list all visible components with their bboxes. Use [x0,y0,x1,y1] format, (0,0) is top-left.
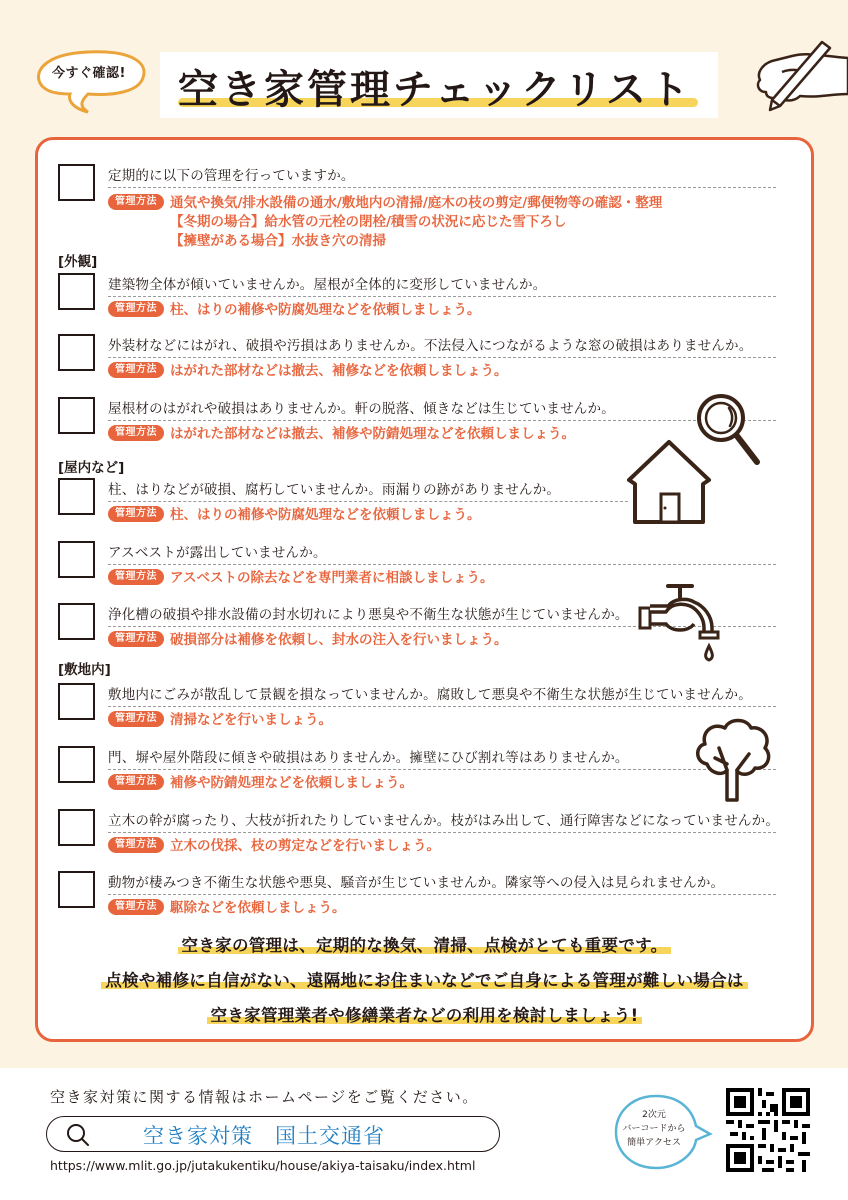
question-text: 外装材などにはがれ、破損や汚損はありませんか。不法侵入につながるような窓の破損はありませんか。 [108,338,753,354]
question-text: 定期的に以下の管理を行っていますか。 [108,168,355,184]
summary-line: 空き家の管理は、定期的な換気、清掃、点検がとても重要です。 [178,932,672,956]
search-icon [65,1122,91,1148]
speech-bubble-icon [28,48,150,114]
question-text: 立木の幹が腐ったり、大枝が折れたりしていませんか。枝がはみ出して、通行障害などになっていませんか。 [108,813,780,829]
checkbox[interactable] [58,683,95,720]
search-bar[interactable] [46,1116,500,1152]
qr-bubble-text [612,1108,696,1150]
checklist-card [35,137,814,1042]
method-badge: 管理方法 [108,362,164,378]
dashed-divider [108,894,776,895]
question-text: 建築物全体が傾いていませんか。屋根が全体的に変形していませんか。 [108,277,547,293]
dashed-divider [108,501,628,502]
method-badge: 管理方法 [108,425,164,441]
checkbox[interactable] [58,603,95,640]
checkbox[interactable] [58,541,95,578]
checkbox[interactable] [58,164,95,201]
method-badge: 管理方法 [108,899,164,915]
checkbox[interactable] [58,273,95,310]
checkbox[interactable] [58,334,95,371]
method-row [108,899,346,918]
page-title: 空き家管理チェックリスト [178,67,692,113]
footer [0,1068,848,1200]
method-badge: 管理方法 [108,506,164,522]
method-text: 柱、はりの補修や防腐処理などを依頼しましょう。 [170,302,481,318]
method-badge: 管理方法 [108,194,164,210]
qr-bubble-line: バーコードから [622,1124,686,1134]
checkbox[interactable] [58,478,95,515]
method-text: はがれた部材などは撤去、補修や防錆処理などを依頼しましょう。 [170,426,575,442]
method-row [108,711,332,730]
house-icon [623,436,715,528]
summary-line: 空き家管理業者や修繕業者などの利用を検討しましょう! [207,1002,643,1026]
search-query-text: 空き家対策 国土交通省 [143,1124,385,1148]
dashed-divider [108,420,776,421]
method-badge: 管理方法 [108,631,164,647]
dashed-divider [108,357,776,358]
dashed-divider [108,769,776,770]
method-row [108,301,481,320]
question-text: 屋根材のはがれや破損はありませんか。軒の脱落、傾きなどは生じていませんか。 [108,401,615,417]
dashed-divider [108,187,776,188]
dashed-divider [108,706,776,707]
method-text: はがれた部材などは撤去、補修などを依頼しましょう。 [170,363,508,379]
method-text: 破損部分は補修を依頼し、封水の注入を行いましょう。 [170,632,508,648]
method-row [108,194,662,251]
qr-bubble-line: 簡単アクセス [627,1138,681,1148]
question-text: アスベストが露出していませんか。 [108,545,327,561]
method-badge: 管理方法 [108,301,164,317]
checkbox[interactable] [58,397,95,434]
summary-block [38,932,811,1037]
hand-writing-icon [730,36,848,116]
method-text: 清掃などを行いましょう。 [170,712,332,728]
title-box [160,52,718,118]
method-row [108,837,440,856]
method-row [108,774,413,793]
method-text: 柱、はりの補修や防腐処理などを依頼しましょう。 [170,507,481,523]
speech-bubble [28,48,150,114]
section-label-exterior: [外観] [58,254,98,270]
method-row [108,631,508,650]
tree-icon [693,716,773,802]
method-text: 立木の伐採、枝の剪定などを行いましょう。 [170,838,440,854]
question-text: 門、塀や屋外階段に傾きや破損はありませんか。擁壁にひび割れ等はありませんか。 [108,750,629,766]
dashed-divider [108,564,776,565]
method-badge: 管理方法 [108,837,164,853]
method-badge: 管理方法 [108,711,164,727]
checkbox[interactable] [58,871,95,908]
homepage-url-link[interactable]: https://www.mlit.go.jp/jutakukentiku/house/akiya-taisaku/index.html [50,1158,476,1173]
method-text: 通気や換気/排水設備の通水/敷地内の清掃/庭木の枝の剪定/郵便物等の確認・整理 [170,195,663,211]
question-text: 敷地内にごみが散乱して景観を損なっていませんか。腐敗して悪臭や不衛生な状態が生じていませんか。 [108,687,752,703]
section-label-grounds: [敷地内] [58,662,111,678]
qr-code[interactable] [726,1088,810,1172]
method-row [108,506,481,525]
checkbox[interactable] [58,746,95,783]
method-text: 補修や防錆処理などを依頼しましょう。 [170,775,413,791]
dashed-divider [108,296,776,297]
question-text: 浄化槽の破損や排水設備の封水切れにより悪臭や不衛生な状態が生じていませんか。 [108,607,629,623]
summary-line: 点検や補修に自信がない、遠隔地にお住まいなどでご自身による管理が難しい場合は [101,967,747,991]
method-badge: 管理方法 [108,774,164,790]
method-row [108,362,508,381]
method-badge: 管理方法 [108,569,164,585]
method-text: 【冬期の場合】給水管の元栓の閉栓/積雪の状況に応じた雪下ろし [170,214,567,230]
method-row [108,425,575,444]
checkbox[interactable] [58,809,95,846]
method-text: 駆除などを依頼しましょう。 [170,900,346,916]
dashed-divider [108,832,776,833]
section-label-interior: [屋内など] [58,460,125,476]
method-text: アスベストの除去などを専門業者に相談しましょう。 [170,570,494,586]
bubble-text: 今すぐ確認! [52,66,126,81]
faucet-icon [638,580,728,666]
qr-bubble-line: 2次元 [642,1110,666,1120]
question-text: 動物が棲みつき不衛生な状態や悪臭、騒音が生じていませんか。隣家等への侵入は見られませんか。 [108,875,725,891]
footer-info-text: 空き家対策に関する情報はホームページをご覧ください。 [50,1088,479,1106]
method-text: 【擁壁がある場合】水抜き穴の清掃 [170,233,386,249]
question-text: 柱、はりなどが破損、腐朽していませんか。雨漏りの跡がありませんか。 [108,482,561,498]
method-row [108,569,493,588]
